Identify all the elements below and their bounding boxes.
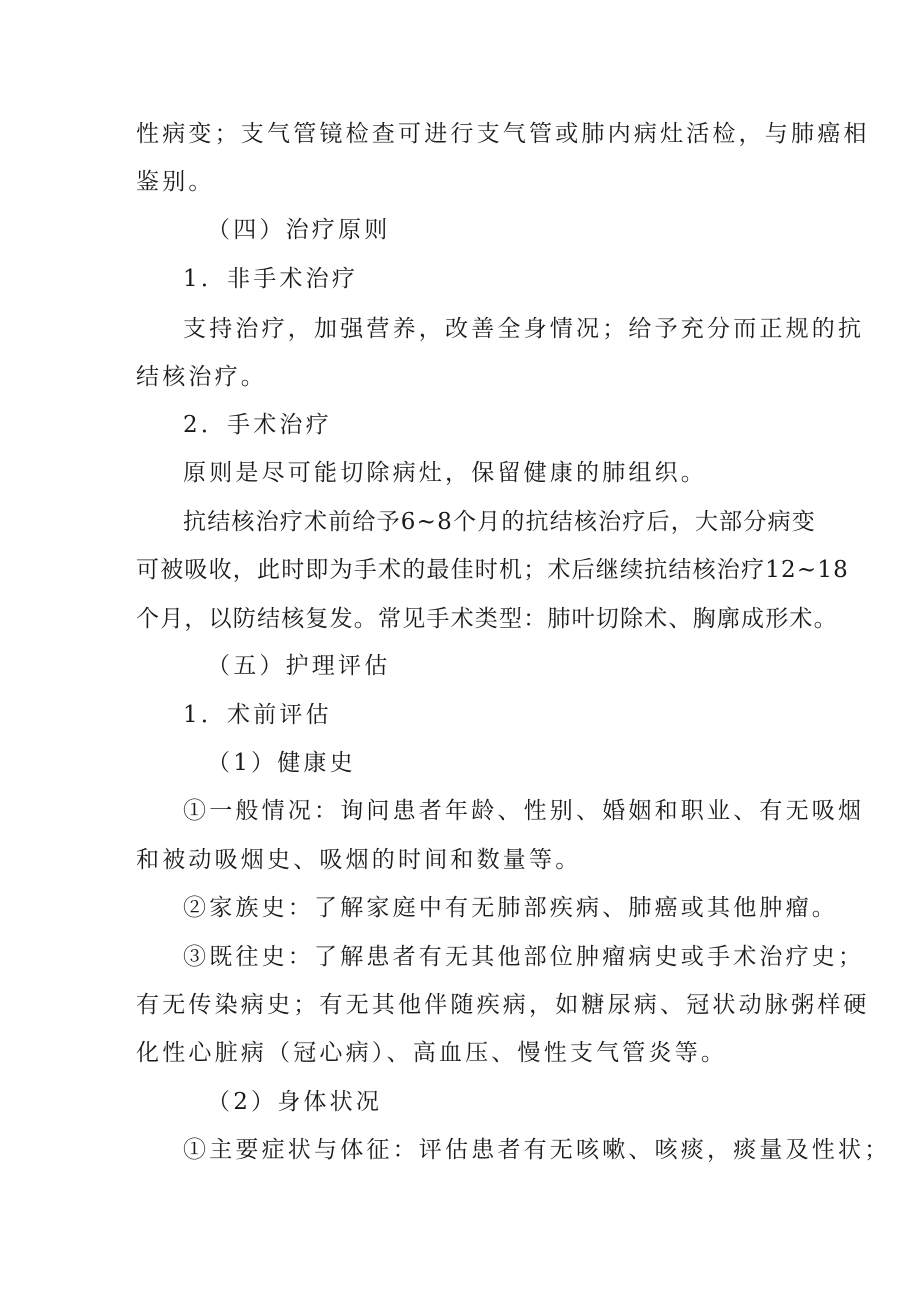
paragraph-line: 个月，以防结核复发。常见手术类型：肺叶切除术、胸廓成形术。 [136, 606, 838, 632]
paragraph-line: 有无传染病史；有无其他伴随疾病，如糖尿病、冠状动脉粥样硬 [136, 992, 870, 1018]
paragraph-line: 和被动吸烟史、吸烟的时间和数量等。 [136, 847, 582, 873]
section-heading: （五）护理评估 [207, 653, 391, 679]
paragraph-line: ②家族史：了解家庭中有无肺部疾病、肺癌或其他肿瘤。 [183, 895, 838, 921]
section-heading: （四）治疗原则 [207, 217, 391, 243]
paragraph-line: 性病变；支气管镜检查可进行支气管或肺内病灶活检，与肺癌相 [136, 121, 870, 147]
subsection-heading: 1．非手术治疗 [183, 266, 359, 292]
paragraph-line: 结核治疗。 [136, 364, 267, 390]
subsection-heading: 1．术前评估 [183, 702, 332, 728]
paragraph-line: ③既往史：了解患者有无其他部位肿瘤病史或手术治疗史； [183, 944, 865, 970]
paragraph-line: 原则是尽可能切除病灶，保留健康的肺组织。 [183, 460, 707, 486]
paragraph-line: 支持治疗，加强营养，改善全身情况；给予充分而正规的抗 [183, 316, 865, 342]
paragraph-line: 鉴别。 [136, 169, 215, 195]
paragraph-line: 抗结核治疗术前给予6~8个月的抗结核治疗后，大部分病变 [183, 509, 816, 535]
subsection-heading: （1）健康史 [207, 750, 356, 776]
paragraph-line: 可被吸收，此时即为手术的最佳时机；术后继续抗结核治疗12~18 [136, 557, 850, 583]
subsection-heading: （2）身体状况 [207, 1089, 383, 1115]
paragraph-line: 化性心脏病（冠心病）、高血压、慢性支气管炎等。 [136, 1040, 728, 1066]
subsection-heading: 2．手术治疗 [183, 412, 332, 438]
paragraph-line: ①主要症状与体征：评估患者有无咳嗽、咳痰，痰量及性状； [183, 1137, 891, 1163]
paragraph-line: ①一般情况：询问患者年龄、性别、婚姻和职业、有无吸烟 [183, 798, 865, 824]
